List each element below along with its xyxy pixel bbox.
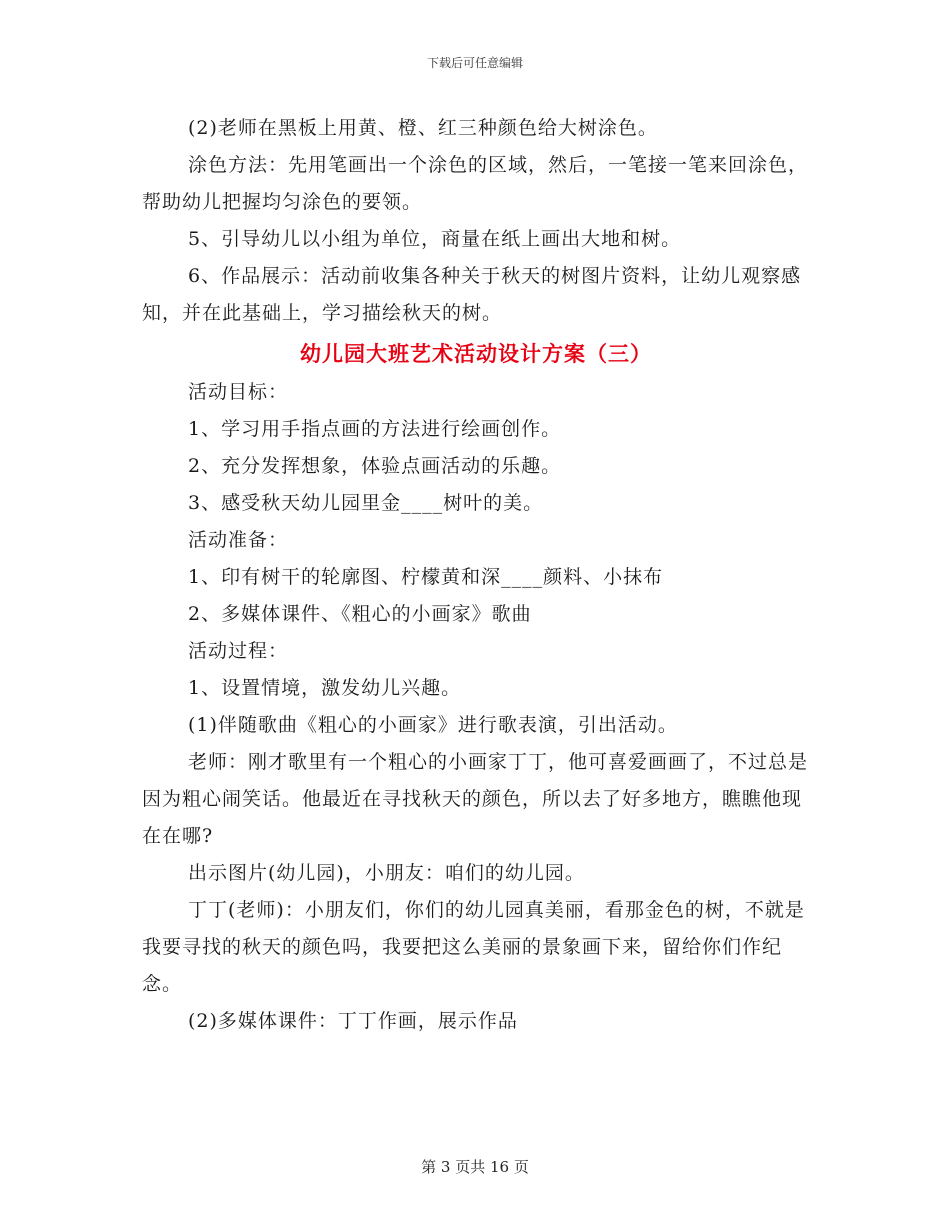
paragraph: (2)多媒体课件：丁丁作画，展示作品 bbox=[188, 1010, 518, 1032]
paragraph: 5、引导幼儿以小组为单位，商量在纸上画出大地和树。 bbox=[188, 228, 682, 250]
paragraph: 涂色方法：先用笔画出一个涂色的区域，然后，一笔接一笔来回涂色，帮助幼儿把握均匀涂色的要领。 bbox=[142, 154, 809, 213]
page-footer: 第 3 页共 16 页 bbox=[421, 1158, 529, 1176]
paragraph: 6、作品展示：活动前收集各种关于秋天的树图片资料，让幼儿观察感知，并在此基础上，学习描绘秋天的树。 bbox=[142, 265, 802, 324]
paragraph: (1)伴随歌曲《粗心的小画家》进行歌表演，引出活动。 bbox=[188, 714, 678, 736]
paragraph: 活动目标： bbox=[188, 381, 289, 403]
paragraph: 出示图片(幼儿园)，小朋友：咱们的幼儿园。 bbox=[188, 862, 585, 884]
paragraph: 老师：刚才歌里有一个粗心的小画家丁丁，他可喜爱画画了，不过总是因为粗心闹笑话。他最近在寻找秋天的颜色，所以去了好多地方，瞧瞧他现在在哪? bbox=[142, 751, 809, 847]
paragraph: 3、感受秋天幼儿园里金____树叶的美。 bbox=[188, 492, 544, 514]
paragraph: 丁丁(老师)：小朋友们，你们的幼儿园真美丽，看那金色的树，不就是我要寻找的秋天的颜色吗，我要把这么美丽的景象画下来，留给你们作纪念。 bbox=[142, 899, 805, 995]
paragraph: 2、充分发挥想象，体验点画活动的乐趣。 bbox=[188, 455, 562, 477]
paragraph: 2、多媒体课件、《粗心的小画家》歌曲 bbox=[188, 603, 532, 625]
paragraph: 1、设置情境，激发幼儿兴趣。 bbox=[188, 677, 462, 699]
paragraph: 活动过程： bbox=[188, 640, 289, 662]
paragraph: 1、印有树干的轮廓图、柠檬黄和深____颜料、小抹布 bbox=[188, 566, 664, 588]
section-title: 幼儿园大班艺术活动设计方案（三） bbox=[300, 341, 652, 366]
document-body bbox=[142, 110, 810, 1040]
paragraph: (2)老师在黑板上用黄、橙、红三种颜色给大树涂色。 bbox=[188, 117, 658, 139]
paragraph: 1、学习用手指点画的方法进行绘画创作。 bbox=[188, 418, 562, 440]
page-header: 下载后可任意编辑 bbox=[426, 56, 523, 70]
paragraph: 活动准备： bbox=[188, 529, 289, 551]
